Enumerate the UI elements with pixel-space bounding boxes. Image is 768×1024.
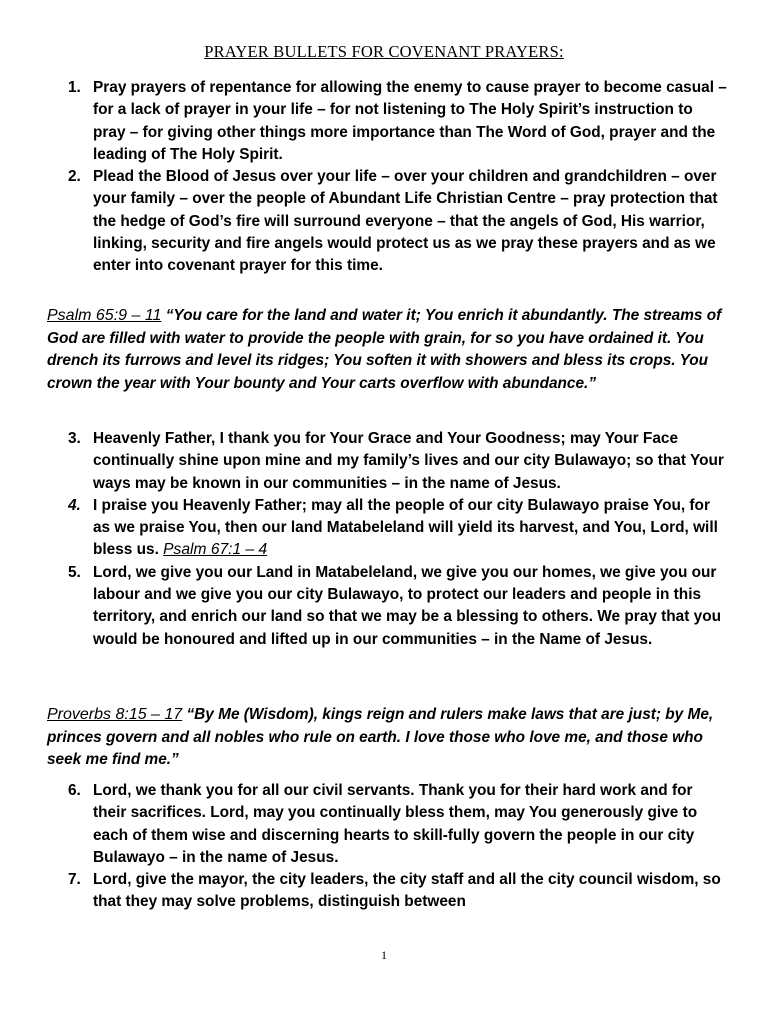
prayer-list-group-2 bbox=[47, 428, 727, 651]
list-item bbox=[47, 562, 727, 651]
list-item bbox=[47, 77, 727, 166]
scripture-reference: Proverbs 8:15 – 17 bbox=[47, 706, 183, 723]
list-item-text: Pray prayers of repentance for allowing the enemy to cause prayer to become casual – for a lack of prayer in your life – for not listening to The Holy Spirit’s instruction to pray – for giving other things more importance than The Word of God, prayer and the leading of The Holy Spirit. bbox=[93, 79, 727, 163]
list-item bbox=[47, 166, 727, 277]
scripture-passage-1 bbox=[47, 305, 727, 395]
list-item bbox=[47, 495, 727, 562]
list-item-number: 3. bbox=[68, 430, 81, 447]
list-item-text: Lord, we give you our Land in Matabeleland, we give you our homes, we give you our labour and we give you our city Bulawayo, to protect our leaders and people in this territory, and enrich our land so that we may be a blessing to others. We pray that you would be honoured and lifted up in our communities – in the Name of Jesus. bbox=[93, 563, 722, 648]
list-item-number: 2. bbox=[68, 168, 81, 186]
prayer-list-group-1 bbox=[47, 77, 727, 278]
list-item bbox=[47, 869, 727, 914]
list-item-number: 1. bbox=[68, 79, 81, 96]
list-item-text: Heavenly Father, I thank you for Your Grace and Your Goodness; may Your Face continually shine upon mine and my family’s lives and our city Bulawayo; so that Your ways may be known in our communities – in the name of Jesus. bbox=[93, 430, 724, 492]
scripture-text: “By Me (Wisdom), kings reign and rulers make laws that are just; by Me, princes govern and all nobles who rule on earth. I love those who love me, and those who seek me find me.” bbox=[47, 706, 714, 769]
scripture-passage-2 bbox=[47, 704, 727, 772]
list-item-text: Lord, give the mayor, the city leaders, the city staff and all the city council wisdom, so that they may solve problems, distinguish between bbox=[93, 871, 721, 911]
list-item-number: 5. bbox=[68, 563, 81, 581]
page-number: 1 bbox=[381, 948, 387, 962]
list-item-text: I praise you Heavenly Father; may all the people of our city Bulawayo praise You, for as we praise You, then our land Matabeleland will yield its harvest, and You, Lord, will bless us. bbox=[93, 496, 718, 559]
list-item bbox=[47, 780, 727, 869]
list-item bbox=[47, 428, 727, 495]
list-item-number: 6. bbox=[68, 782, 81, 799]
list-item-number: 7. bbox=[68, 871, 81, 889]
page-title: PRAYER BULLETS FOR COVENANT PRAYERS: bbox=[204, 42, 564, 61]
list-item-number: 4. bbox=[68, 496, 81, 514]
scripture-reference: Psalm 67:1 – 4 bbox=[163, 541, 268, 559]
scripture-text: “You care for the land and water it; You enrich it abundantly. The streams of God are filled with water to provide the people with grain, for so you have ordained it. You drench its furrows and level its ridges; You soften it with showers and bless its crops. You crown the year with Your bounty and Your carts overflow with abundance.” bbox=[47, 307, 722, 392]
list-item-text: Plead the Blood of Jesus over your life – over your children and grandchildren – over your family – over the people of Abundant Life Christian Centre – pray protection that the hedge of God’s fire will surround everyone – that the angels of God, His warrior, linking, security and fire angels would protect us as we pray these prayers and as we enter into covenant prayer for this time. bbox=[93, 168, 718, 275]
list-item-text: Lord, we thank you for all our civil servants. Thank you for their hard work and for their sacrifices. Lord, may you continually bless them, may You generously give to each of them wise and discerning hearts to skill-fully govern the people in our city Bulawayo – in the name of Jesus. bbox=[93, 782, 698, 866]
scripture-reference: Psalm 65:9 – 11 bbox=[47, 307, 162, 324]
prayer-list-group-3 bbox=[47, 780, 727, 914]
